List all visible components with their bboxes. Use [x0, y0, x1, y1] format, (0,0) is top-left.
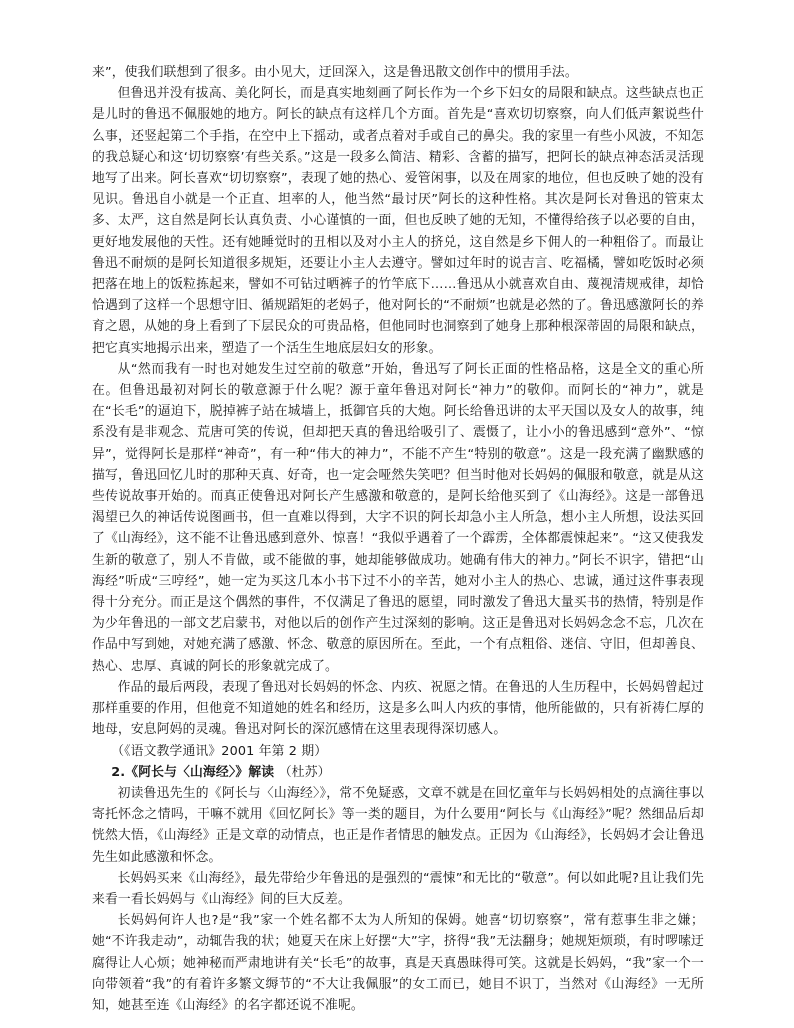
section-paragraph-2: 长妈妈买来《山海经》，最先带给少年鲁迅的是强烈的“震悚”和无比的“敬意”。何以如此呢?且让我们先来看一看长妈妈与《山海经》间的巨大反差。 [92, 870, 704, 907]
paragraph-2: 但鲁迅并没有拔高、美化阿长，而是真实地刻画了阿长作为一个乡下妇女的局限和缺点。这些缺点也正是儿时的鲁迅不佩服她的地方。阿长的缺点有这样几个方面。首先是“喜欢切切察察，向人们低声絮说些什么事，还竖起第二个手指，在空中上下摇动，或者点着对手或自己的鼻尖。我的家里一有些小风波，不知怎的我总疑心和这‘切切察察’有些关系。”这是一段多么简洁、精彩、含蓄的描写，把阿长的缺点神态活灵活现地写了出来。阿长喜欢“切切察察”，表现了她的热心、爱管闲事，以及在周家的地位，但也反映了她的没有见识。鲁迅自小就是一个正直、坦率的人，他当然“最讨厌”阿长的这种性格。其次是阿长对鲁迅的管束太多、太严，这自然是阿长认真负责、小心谨慎的一面，但也反映了她的无知，不懂得给孩子以必要的自由，更好地发展他的天性。还有她睡觉时的丑相以及对小主人的挤兑，这自然是乡下佣人的一种粗俗了。而最让鲁迅不耐烦的是阿长知道很多规矩，还要让小主人去遵守。譬如过年时的说吉言、吃福橘，譬如吃饭时必须把落在地上的饭粒拣起来，譬如不可钻过晒裤子的竹竿底下……鲁迅从小就喜欢自由、蔑视清规戒律，却恰恰遇到了这样一个思想守旧、循规蹈矩的老妈子，他对阿长的“不耐烦”也就是必然的了。鲁迅感激阿长的养育之恩，从她的身上看到了下层民众的可贵品格，但他同时也洞察到了她身上那种根深蒂固的局限和缺点，把它真实地揭示出来，塑造了一个活生生地底层妇女的形象。 [92, 86, 704, 356]
section-author: （杜苏） [278, 764, 331, 780]
paragraph-1: 来”，使我们联想到了很多。由小见大，迂回深入，这是鲁迅散文创作中的惯用手法。 [92, 65, 578, 80]
paragraph-3: 从“然而我有一时也对她发生过空前的敬意”开始，鲁迅写了阿长正面的性格品格，这是全文的重心所在。但鲁迅最初对阿长的敬意源于什么呢？源于童年鲁迅对阿长“神力”的敬仰。而阿长的“神力”，就是在“长毛”的逼迫下，脱掉裤子站在城墙上，抵御官兵的大炮。阿长给鲁迅讲的太平天国以及女人的故事，纯系没有是非观念、荒唐可笑的传说，但却把天真的鲁迅给吸引了、震慑了，让小小的鲁迅感到“意外”、“惊异”，觉得阿长是那样“神奇”，有一种“伟大的神力”，不能不产生“特别的敬意”。这是一段充满了幽默感的描写，鲁迅回忆儿时的那种天真、好奇，也一定会哑然失笑吧？但当时他对长妈妈的佩服和敬意，就是从这些传说故事开始的。而真正使鲁迅对阿长产生感激和敬意的，是阿长给他买到了《山海经》。这是一部鲁迅渴望已久的神话传说图画书，但一直难以得到，大字不识的阿长却急小主人所急，想小主人所想，设法买回了《山海经》，这不能不让鲁迅感到意外、惊喜！“我似乎遇着了一个霹雳，全体都震悚起来”。“这又使我发生新的敬意了，别人不肯做，或不能做的事，她却能够做成功。她确有伟大的神力。”阿长不识字，错把“山海经”听成“三哼经”，她一定为买这几本小书下过不小的辛苦，她对小主人的热心、忠诚，通过这件事表现得十分充分。而正是这个偶然的事件，不仅满足了鲁迅的愿望，同时激发了鲁迅大量买书的热情，特别是作为少年鲁迅的一部文艺启蒙书，对他以后的创作产生过深刻的影响。这正是鲁迅对长妈妈念念不忘，几次在作品中写到她，对她充满了感激、怀念、敬意的原因所在。至此，一个有点粗俗、迷信、守旧，但却善良、热心、忠厚、真诚的阿长的形象就完成了。 [92, 361, 704, 674]
paragraph-4: 作品的最后两段，表现了鲁迅对长妈妈的怀念、内疚、祝愿之情。在鲁迅的人生历程中，长妈妈曾起过那样重要的作用，但他竟不知道她的姓名和经历，这是多么叫人内疚的事情，他所能做的，只有祈祷仁厚的地母，安息阿妈的灵魂。鲁迅对阿长的深沉感情在这里表现得深切感人。 [92, 679, 704, 738]
section-paragraph-1: 初读鲁迅先生的《阿长与〈山海经〉》，常不免疑惑，文章不就是在回忆童年与长妈妈相处的点滴往事以寄托怀念之情吗，干嘛不就用《回忆阿长》等一类的题目，为什么要用“阿长与《山海经》”呢？然细品后却恍然大悟，《山海经》正是文章的动情点，也正是作者情思的触发点。正因为《山海经》，长妈妈才会让鲁迅先生如此感激和怀念。 [92, 785, 704, 865]
section-title: 2.《阿长与〈山海经〉》解读 [111, 764, 275, 780]
source-citation: （《语文教学通讯》2001 年第 2 期） [111, 743, 328, 759]
document-page [92, 62, 704, 1016]
section-paragraph-3: 长妈妈何许人也?是“我”家一个姓名都不太为人所知的保姆。她喜“切切察察”，常有惹事生非之嫌；她“不许我走动”，动辄告我的状；她夏天在床上好摆“大”字，挤得“我”无法翻身；她规矩烦琐，有时啰嗦迂腐得让人心烦；她神秘而严肃地讲有关“长毛”的故事，真是天真愚昧得可笑。这就是长妈妈，“我”家一个一向带领着“我”的有着许多繁文缛节的“不大让我佩服”的女工而已，她目不识丁，当然对《山海经》一无所知，她甚至连《山海经》的名字都还说不准呢。 [92, 913, 704, 1013]
section-heading [92, 762, 704, 783]
